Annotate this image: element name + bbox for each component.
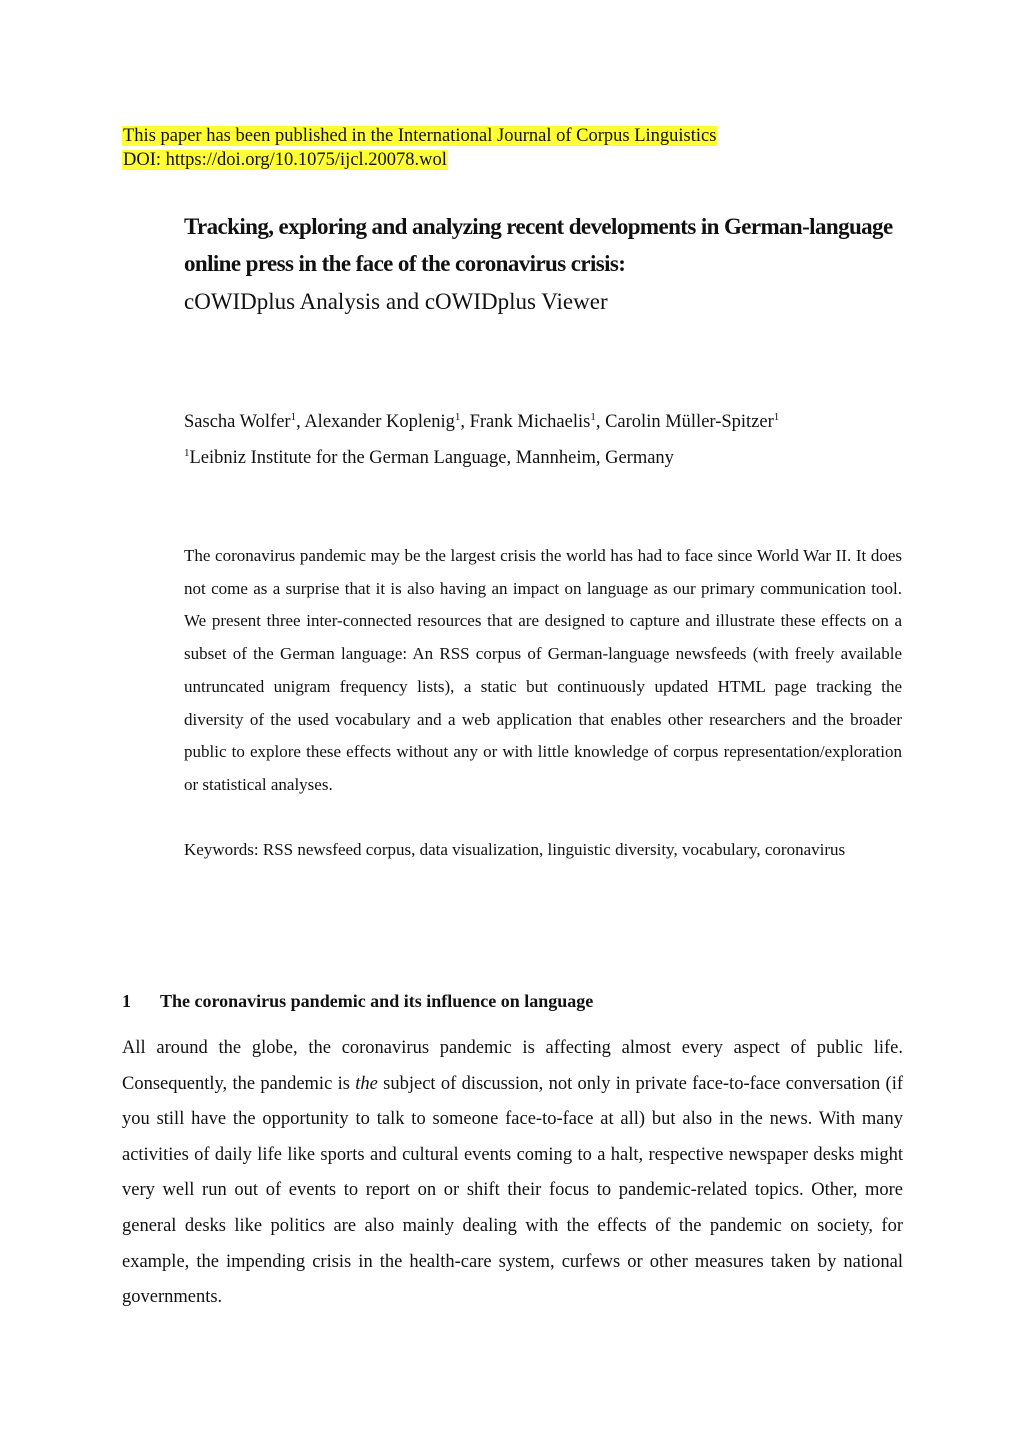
paragraph-text: All around the globe, the coronavirus pandemic is affecting almost every aspect of public life. Consequently, the pandemic is — [122, 1038, 903, 1094]
paper-title — [184, 208, 914, 282]
author-name: Alexander Koplenig — [304, 412, 455, 432]
section-paragraph — [122, 1031, 903, 1316]
affiliation-marker: 1 — [290, 411, 297, 423]
affiliation-marker: 1 — [590, 411, 596, 423]
author-name: Frank Michaelis — [469, 412, 591, 432]
affiliation-marker: 1 — [773, 411, 780, 423]
section-number: 1 — [122, 991, 131, 1011]
abstract: The coronavirus pandemic may be the largest crisis the world has had to face since World War II. It does not come as a surprise that it is also having an impact on language as our primary communication tool. We present three inter-connected resources that are designed to capture and illustrate these effects on a subset of the German language: An RSS corpus of German-language newsfeeds (with freely available untruncated unigram frequency lists), a static but continuously updated HTML page tracking the diversity of the used vocabulary and a web application that enables other researchers and the broader public to explore these effects without any or with little knowledge of corpus representation/exploration or statistical analyses. — [184, 546, 902, 794]
affiliation-text: Leibniz Institute for the German Language, Mannheim, Germany — [189, 448, 674, 468]
paper-title-line1: Tracking, exploring and analyzing recent developments in German-language — [184, 214, 893, 239]
publication-notice-line1: This paper has been published in the International Journal of Corpus Linguistics — [123, 126, 717, 146]
paper-subtitle: cOWIDplus Analysis and cOWIDplus Viewer — [184, 289, 608, 314]
affiliation-marker: 1 — [454, 411, 461, 423]
affiliation — [184, 440, 779, 476]
author-block — [184, 404, 779, 476]
publication-notice — [122, 124, 717, 172]
emphasis-the: the — [355, 1073, 378, 1094]
author-name: Sascha Wolfer — [184, 412, 291, 432]
paragraph-text: subject of discussion, not only in private face-to-face conversation (if you still have the opportunity to talk to someone face-to-face at all) but also in the news. With many activities of daily life like sports and cultural events coming to a halt, respective newspaper desks might very well run out of events to report on or shift their focus to pandemic-related topics. Other, more general desks like politics are also mainly dealing with the effects of the pandemic on society, for example, the impending crisis in the health-care system, curfews or other measures taken by national governments. — [122, 1073, 903, 1308]
title-block — [184, 208, 914, 322]
keywords: Keywords: RSS newsfeed corpus, data visualization, linguistic diversity, vocabulary, coronavirus — [184, 840, 846, 859]
author-separator: , — [296, 412, 305, 432]
author-name: Carolin Müller-Spitzer — [605, 412, 774, 432]
section-title: The coronavirus pandemic and its influence on language — [160, 991, 594, 1011]
author-list — [184, 404, 779, 440]
section-heading — [122, 988, 593, 1014]
affiliation-marker: 1 — [184, 447, 190, 459]
doi-link[interactable]: DOI: https://doi.org/10.1075/ijcl.20078.wol — [123, 150, 447, 170]
author-separator: , — [595, 412, 606, 432]
author-separator: , — [460, 412, 470, 432]
paper-title-line2: online press in the face of the coronavirus crisis: — [184, 251, 626, 276]
